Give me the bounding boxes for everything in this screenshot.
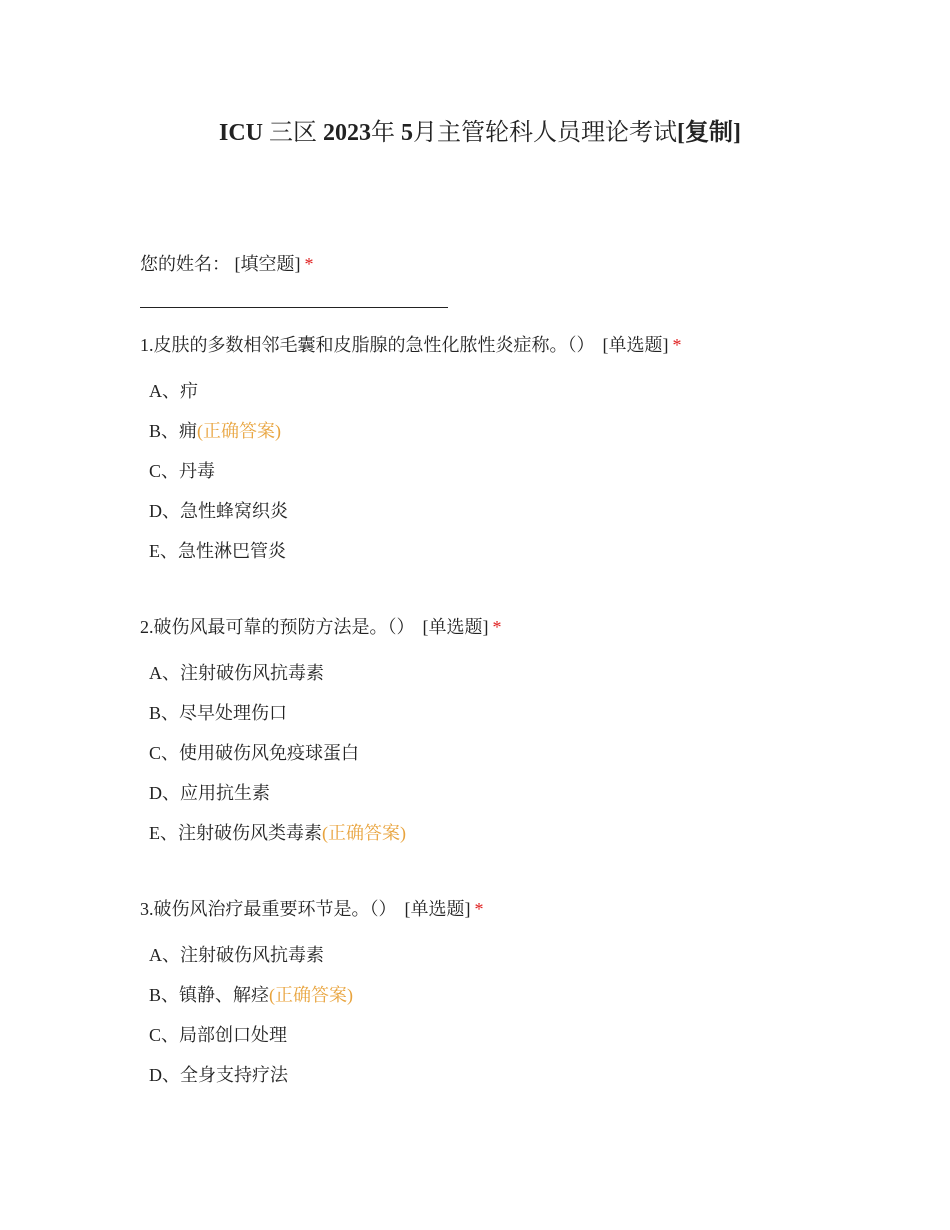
option-label: A、疖 bbox=[149, 381, 198, 401]
option-label: B、镇静、解痉 bbox=[149, 985, 270, 1005]
title-prefix: ICU bbox=[219, 120, 264, 146]
question-3-option-b[interactable] bbox=[149, 984, 353, 1006]
question-3-option-a[interactable] bbox=[149, 944, 324, 966]
name-question bbox=[140, 253, 314, 275]
title-part3: 月主管轮科人员理论考试 bbox=[413, 120, 678, 146]
question-3-text: 3.破伤风治疗最重要环节是。（） bbox=[140, 899, 397, 919]
question-2-option-b[interactable] bbox=[149, 702, 287, 724]
page-title bbox=[0, 112, 950, 147]
question-1-option-c[interactable] bbox=[149, 460, 215, 482]
title-suffix: [复制] bbox=[677, 120, 741, 146]
title-year: 2023 bbox=[323, 120, 372, 146]
question-2-option-a[interactable] bbox=[149, 662, 324, 684]
option-label: C、丹毒 bbox=[149, 461, 216, 481]
name-question-type: [填空题] bbox=[234, 254, 301, 274]
option-label: B、痈 bbox=[149, 421, 198, 441]
title-part2: 年 bbox=[371, 120, 396, 146]
correct-answer-tag: (正确答案) bbox=[197, 421, 282, 441]
question-1-type: [单选题] bbox=[602, 335, 669, 355]
question-3-type: [单选题] bbox=[404, 899, 471, 919]
option-label: A、注射破伤风抗毒素 bbox=[149, 945, 324, 965]
option-label: D、应用抗生素 bbox=[149, 783, 270, 803]
option-label: E、注射破伤风类毒素 bbox=[149, 823, 322, 843]
question-3 bbox=[140, 898, 484, 920]
correct-answer-tag: (正确答案) bbox=[269, 985, 354, 1005]
question-2-type: [单选题] bbox=[422, 617, 489, 637]
question-1 bbox=[140, 334, 682, 356]
question-1-option-a[interactable] bbox=[149, 380, 198, 402]
option-label: A、注射破伤风抗毒素 bbox=[149, 663, 324, 683]
required-mark: * bbox=[474, 899, 484, 919]
option-label: D、急性蜂窝织炎 bbox=[149, 501, 288, 521]
question-2-option-d[interactable] bbox=[149, 782, 270, 804]
question-1-option-b[interactable] bbox=[149, 420, 281, 442]
question-1-text: 1.皮肤的多数相邻毛囊和皮脂腺的急性化脓性炎症称。（） bbox=[140, 335, 595, 355]
question-3-option-c[interactable] bbox=[149, 1024, 287, 1046]
option-label: E、急性淋巴管炎 bbox=[149, 541, 286, 561]
title-month: 5 bbox=[401, 120, 414, 146]
option-label: C、局部创口处理 bbox=[149, 1025, 288, 1045]
option-label: B、尽早处理伤口 bbox=[149, 703, 288, 723]
question-3-option-d[interactable] bbox=[149, 1064, 288, 1086]
title-part1: 三区 bbox=[269, 120, 318, 146]
name-question-label: 您的姓名： bbox=[140, 254, 230, 274]
correct-answer-tag: (正确答案) bbox=[322, 823, 406, 843]
question-2-option-c[interactable] bbox=[149, 742, 359, 764]
required-mark: * bbox=[492, 617, 502, 637]
name-answer-field[interactable] bbox=[140, 307, 448, 308]
option-label: D、全身支持疗法 bbox=[149, 1065, 288, 1085]
question-1-option-e[interactable] bbox=[149, 540, 286, 562]
required-mark: * bbox=[672, 335, 682, 355]
question-1-option-d[interactable] bbox=[149, 500, 288, 522]
question-2 bbox=[140, 616, 502, 638]
option-label: C、使用破伤风免疫球蛋白 bbox=[149, 743, 360, 763]
required-mark: * bbox=[304, 254, 314, 274]
question-2-text: 2.破伤风最可靠的预防方法是。（） bbox=[140, 617, 415, 637]
question-2-option-e[interactable] bbox=[149, 822, 406, 844]
